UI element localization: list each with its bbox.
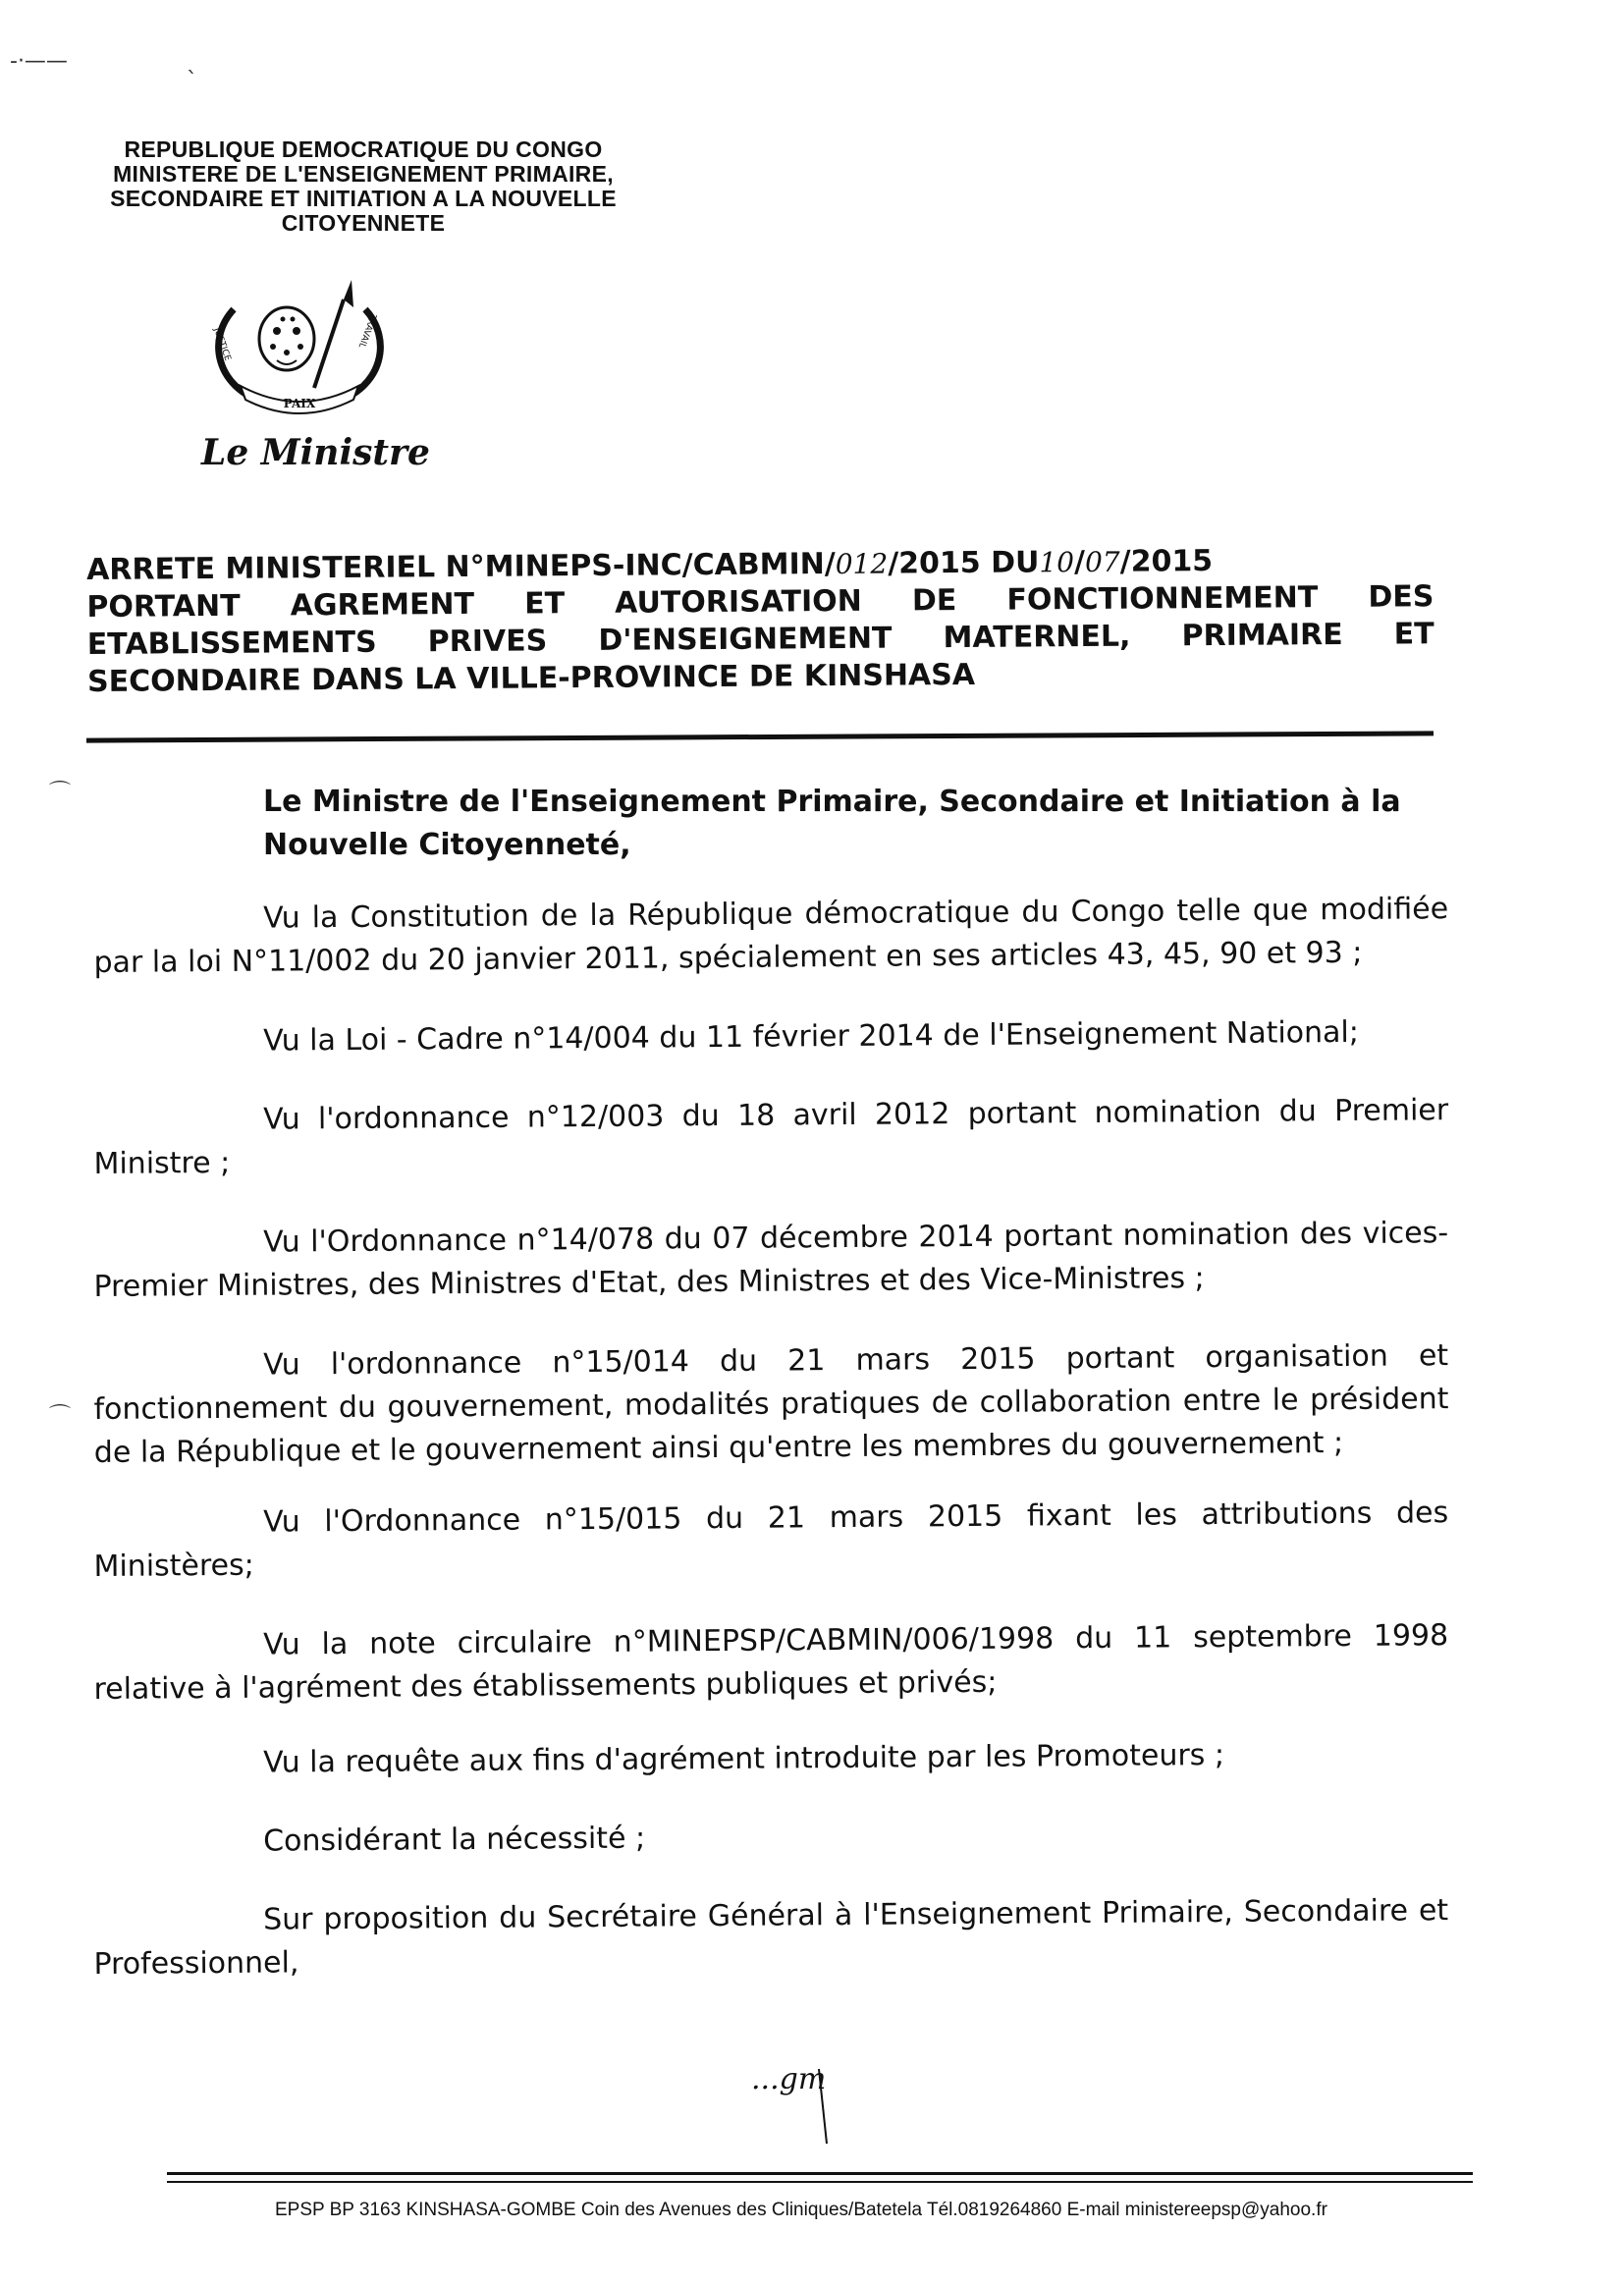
footer-divider: [167, 2172, 1473, 2183]
footer-address: EPSP BP 3163 KINSHASA-GOMBE Coin des Avenues des Cliniques/Batetela Tél.0819264860 E-mail ministereepsp@yahoo.fr: [275, 2200, 1327, 2220]
title-word: FONCTIONNEMENT: [1006, 580, 1319, 618]
header-ministry-cont: SECONDAIRE ET INITIATION A LA NOUVELLE: [110, 186, 617, 211]
visa-text: Sur proposition du Secrétaire Général à l'Enseignement Primaire, Secondaire et Professionnel,: [93, 1893, 1449, 1982]
visa-requete: [93, 1732, 1448, 1786]
visa-note-circulaire: [93, 1614, 1449, 1712]
handwritten-initials: ...gm: [751, 2062, 827, 2096]
title-word: DES: [1368, 579, 1435, 615]
visa-ordonnance-premier-ministre: [93, 1089, 1449, 1186]
visa-text: Vu l'ordonnance n°12/003 du 18 avril 2012 portant nomination du Premier Ministre ;: [93, 1093, 1449, 1181]
title-word: DE: [911, 583, 957, 619]
emblem-motto-center: PAIX: [283, 397, 316, 410]
scan-mark: `: [187, 69, 197, 93]
visa-ordonnance-gouvernement: [93, 1334, 1449, 1475]
visa-text: Vu la Constitution de la République démocratique du Congo telle que modifiée par la loi N°11/002 du 20 janvier 2011, spécialement en ses articles 43, 45, 90 et 93 ;: [93, 892, 1449, 980]
title-divider: [86, 731, 1434, 742]
visa-loi-cadre: [93, 1010, 1448, 1064]
visa-ordonnance-ministres: [93, 1212, 1449, 1309]
decree-title: [86, 541, 1435, 701]
visa-text: Vu l'Ordonnance n°15/015 du 21 mars 2015 fixant les attributions des Ministères;: [93, 1496, 1449, 1584]
date-day-handwritten: 10: [1039, 546, 1075, 579]
title-word: PORTANT: [86, 588, 241, 625]
visa-text: Vu la requête aux fins d'agrément introduite par les Promoteurs ;: [263, 1737, 1225, 1780]
visa-constitution: [93, 888, 1449, 985]
letterhead: [69, 137, 658, 236]
minister-statement: [263, 781, 1441, 867]
visa-text: Vu l'ordonnance n°15/014 du 21 mars 2015 portant organisation et fonctionnement du gouvernement, modalités pratiques de collaboration entre le président de la République et le gouvernement ainsi qu'entre les membres du gouvernement ;: [93, 1338, 1449, 1470]
coat-of-arms-icon: [196, 280, 403, 427]
visa-proposition: [93, 1889, 1449, 1986]
title-word: ET: [1393, 617, 1435, 652]
title-word: ET: [524, 586, 566, 622]
decree-number-handwritten: 012: [835, 547, 889, 581]
header-citizenship: CITOYENNETE: [281, 210, 446, 236]
title-year-du: /2015 DU: [888, 545, 1040, 581]
title-prefix: ARRETE MINISTERIEL N°MINEPS-INC/CABMIN/: [86, 547, 836, 587]
title-word: PRIVES: [427, 624, 548, 660]
visa-necessite: [93, 1811, 1448, 1865]
title-word: D'ENSEIGNEMENT: [598, 621, 893, 658]
header-republic: REPUBLIQUE DEMOCRATIQUE DU CONGO: [124, 136, 603, 162]
visa-text: Vu la Loi - Cadre n°14/004 du 11 février 2014 de l'Enseignement National;: [263, 1014, 1360, 1059]
emblem-motto-right: TRAVAIL: [355, 311, 378, 350]
title-word: ETABLISSEMENTS: [86, 625, 377, 662]
title-year: /2015: [1119, 543, 1214, 579]
title-word: MATERNEL,: [943, 619, 1131, 656]
title-line-4-text: SECONDAIRE DANS LA VILLE-PROVINCE DE KINSHASA: [86, 657, 976, 699]
visa-text: Vu la note circulaire n°MINEPSP/CABMIN/006/1998 du 11 septembre 1998 relative à l'agrément des établissements publiques et privés;: [93, 1618, 1449, 1707]
visa-text: Vu l'Ordonnance n°14/078 du 07 décembre 2014 portant nomination des vices-Premier Ministres, des Ministres d'Etat, des Ministres et des Vice-Ministres ;: [93, 1216, 1449, 1304]
visa-text: Considérant la nécessité ;: [263, 1821, 646, 1859]
title-word: AGREMENT: [290, 586, 475, 624]
header-ministry: MINISTERE DE L'ENSEIGNEMENT PRIMAIRE,: [113, 161, 614, 187]
minister-statement-line-2: Nouvelle Citoyenneté,: [263, 828, 631, 862]
minister-statement-line-1: Le Ministre de l'Enseignement Primaire, Secondaire et Initiation à la: [263, 785, 1401, 819]
minister-signature-label: Le Ministre: [201, 432, 430, 473]
scan-mark: ⌒: [49, 781, 72, 805]
title-word: PRIMAIRE: [1181, 617, 1343, 654]
date-separator: /: [1073, 545, 1086, 580]
scan-mark: -·——: [10, 49, 68, 74]
emblem-motto-left: JUSTICE: [211, 326, 233, 362]
title-word: AUTORISATION: [615, 583, 862, 621]
visa-ordonnance-attributions: [93, 1492, 1449, 1589]
scan-mark: ⌒: [49, 1404, 72, 1429]
date-month-handwritten: 07: [1084, 545, 1120, 579]
initials-stroke: [815, 2067, 835, 2146]
